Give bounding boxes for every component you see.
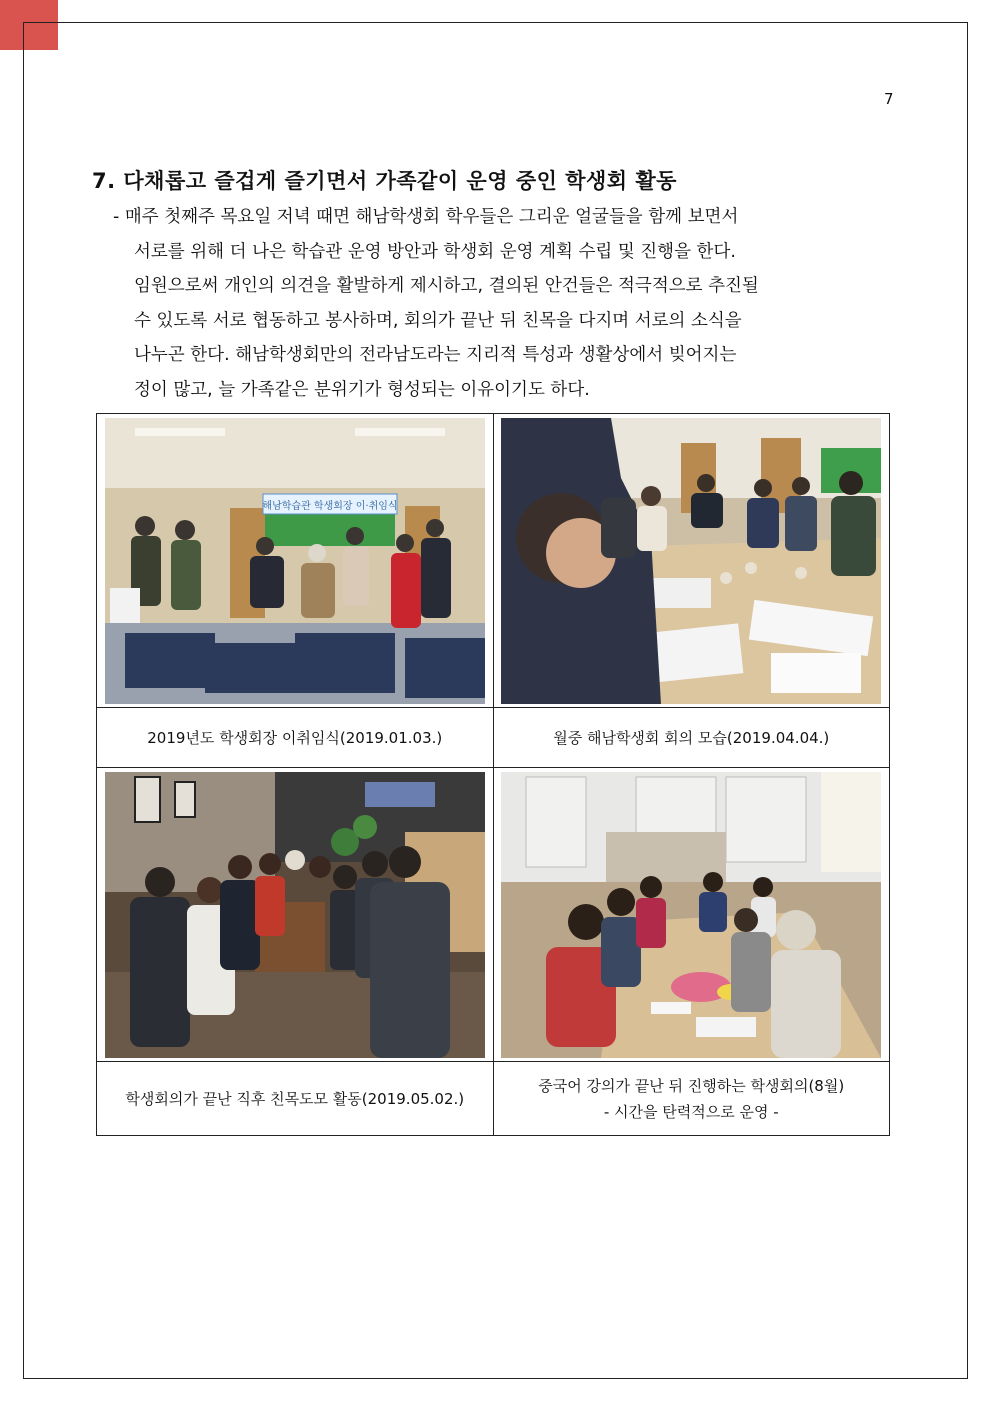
photo-caption-text: 학생회의가 끝난 직후 친목도모 활동(2019.05.02.) — [125, 1089, 465, 1108]
photo-cell — [493, 414, 890, 708]
inauguration-photo — [105, 418, 485, 704]
paragraph-line: 임원으로써 개인의 의견을 활발하게 제시하고, 결의된 안건들은 적극적으로 추진될 — [134, 276, 759, 296]
page-number: 7 — [884, 90, 894, 108]
gathering-photo — [105, 772, 485, 1058]
paragraph-line: - 매주 첫째주 목요일 저녁 때면 해남학생회 학우들은 그리운 얼굴들을 함께 보면서 — [113, 207, 739, 227]
photo-cell — [97, 768, 494, 1062]
section-title: 7. 다채롭고 즐겁게 즐기면서 가족같이 운영 중인 학생회 활동 — [92, 169, 677, 193]
meeting-photo — [501, 418, 881, 704]
photo-caption-line: - 시간을 탄력적으로 운영 - — [603, 1102, 779, 1121]
photo-caption: 월중 해남학생회 회의 모습(2019.04.04.) — [493, 708, 890, 768]
photo-cell — [97, 414, 494, 708]
photo-caption-line: 중국어 강의가 끝난 뒤 진행하는 학생회의(8월) — [538, 1076, 845, 1095]
class-meeting-photo — [501, 772, 881, 1058]
photo-table — [96, 413, 890, 1136]
paragraph-line: 정이 많고, 늘 가족같은 분위기가 형성되는 이유이기도 하다. — [134, 379, 590, 400]
paragraph-line: 수 있도록 서로 협동하고 봉사하며, 회의가 끝난 뒤 친목을 다지며 서로의 소식을 — [134, 310, 742, 331]
section-paragraph — [113, 200, 893, 407]
photo-caption: 2019년도 학생회장 이취임식(2019.01.03.) — [97, 708, 494, 768]
photo-caption — [493, 1062, 890, 1136]
photo-caption — [97, 1062, 494, 1136]
paragraph-line: 서로를 위해 더 나은 학습관 운영 방안과 학생회 운영 계획 수립 및 진행을 한다. — [134, 241, 736, 262]
paragraph-line: 나누곤 한다. 해남학생회만의 전라남도라는 지리적 특성과 생활상에서 빚어지는 — [134, 345, 737, 365]
ceremony-banner-text: 해남학습관 학생회장 이·취임식 — [262, 500, 398, 512]
photo-cell — [493, 768, 890, 1062]
